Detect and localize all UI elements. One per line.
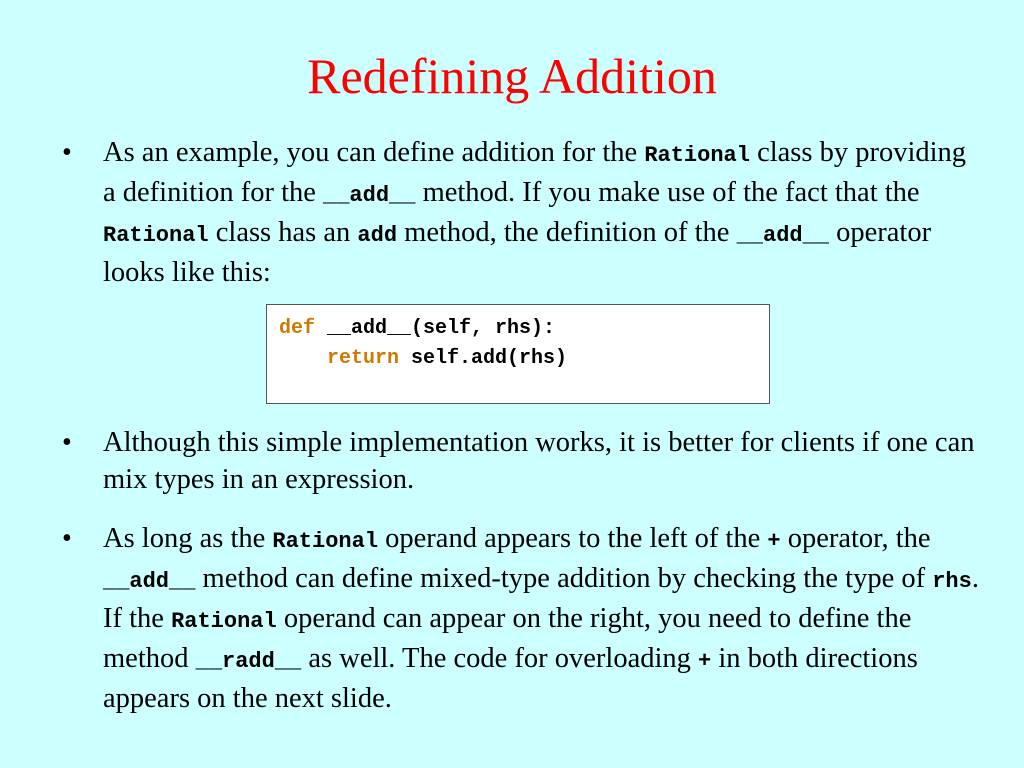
code-indent — [279, 347, 327, 370]
code-text: self.add(rhs) — [399, 347, 568, 370]
text-segment: operator, the — [780, 523, 931, 554]
code-term-rational: Rational — [171, 609, 277, 634]
slide-title: Redefining Addition — [307, 48, 717, 104]
bullet-marker: • — [62, 427, 72, 458]
bullet-text-2: Although this simple implementation works, it is better for clients if one can mix types in an expression. — [103, 427, 975, 495]
code-text: __add__(self, rhs): — [315, 317, 556, 340]
code-term-plus: + — [767, 529, 781, 554]
code-term-add: add — [357, 223, 398, 248]
text-segment: in both directions appears on the next slide. — [103, 643, 918, 714]
text-segment: class has an — [208, 217, 358, 248]
text-segment: As an example, you can define addition for the — [103, 137, 645, 168]
bullet-marker: • — [62, 137, 72, 168]
text-segment: operator looks like this: — [103, 217, 932, 288]
code-keyword-def: def — [279, 317, 316, 340]
code-term-add-dunder: __add__ — [736, 223, 830, 248]
code-line-1 — [279, 314, 555, 344]
text-segment: . If the — [103, 563, 979, 634]
code-term-plus: + — [698, 649, 712, 674]
text-segment: method. If you make use of the fact that the — [415, 177, 920, 208]
text-segment: method, the definition of the — [397, 217, 737, 248]
code-box — [266, 304, 770, 404]
text-segment: operand can appear on the right, you need to define the method — [103, 603, 912, 674]
code-term-rational: Rational — [103, 223, 209, 248]
bullet-marker: • — [62, 523, 72, 554]
code-keyword-return: return — [327, 347, 400, 370]
text-segment: operand appears to the left of the — [378, 523, 768, 554]
text-segment: class by providing a definition for the — [103, 137, 967, 208]
bullet-text-3 — [103, 520, 983, 717]
code-term-rational: Rational — [644, 143, 750, 168]
code-term-rational: Rational — [272, 529, 379, 554]
code-term-add-dunder: __add__ — [103, 569, 196, 594]
text-segment: as well. The code for overloading — [301, 643, 699, 674]
code-term-rhs: rhs — [932, 569, 972, 594]
text-segment: method can define mixed-type addition by checking the type of — [195, 563, 933, 594]
bullet-text-1 — [103, 134, 983, 291]
code-term-add-dunder: __add__ — [323, 183, 416, 208]
code-term-radd-dunder: __radd__ — [195, 649, 302, 674]
code-line-2 — [279, 344, 567, 374]
text-segment: As long as the — [103, 523, 273, 554]
